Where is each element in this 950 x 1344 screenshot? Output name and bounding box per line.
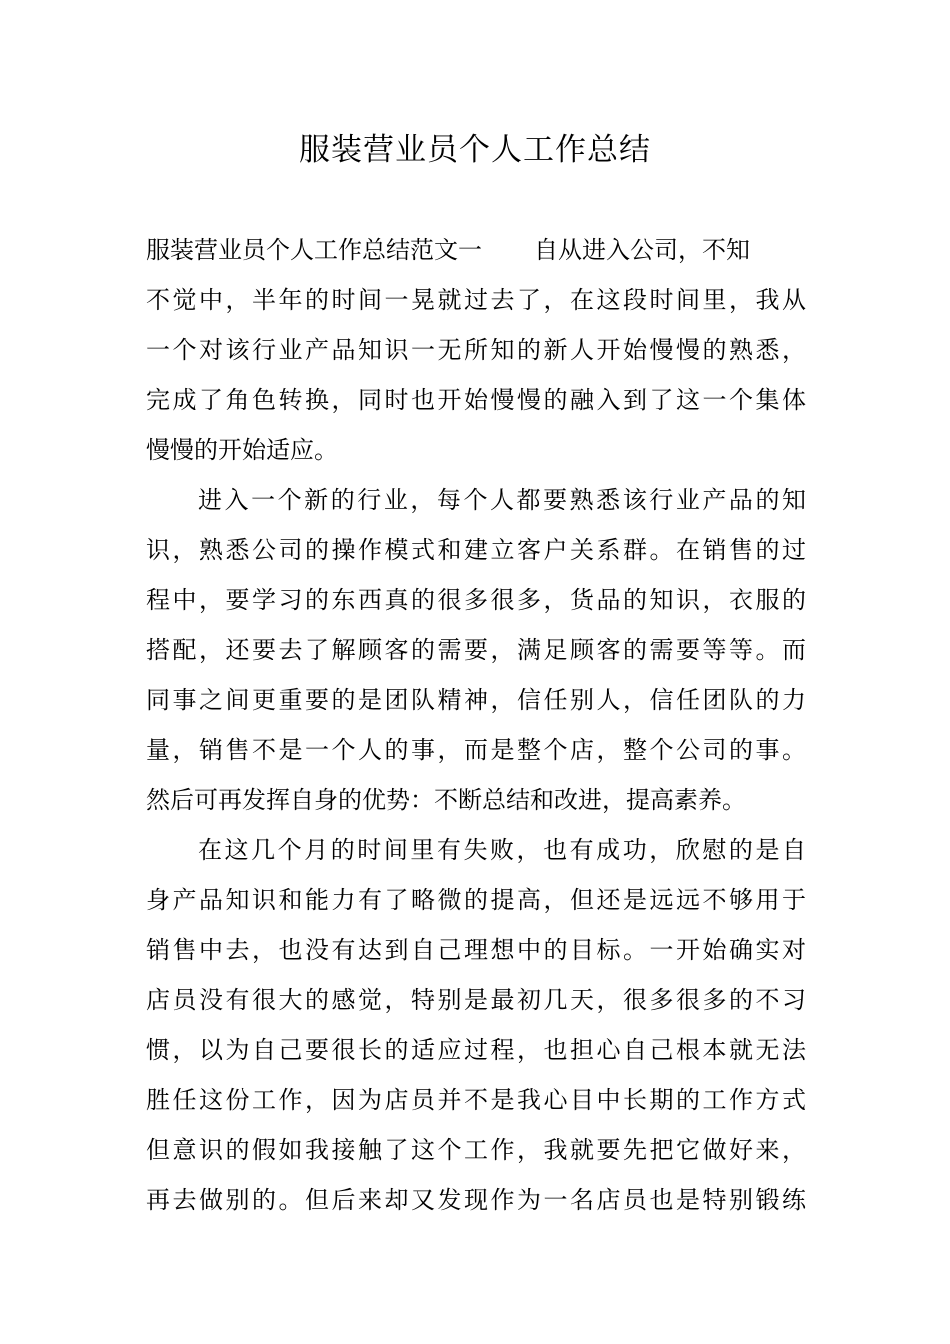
body-line-1 bbox=[146, 228, 806, 278]
body-line-18: 胜任这份工作，因为店员并不是我心目中长期的工作方式 bbox=[146, 1086, 806, 1114]
document-title: 服装营业员个人工作总结 bbox=[299, 132, 651, 168]
document-body bbox=[146, 228, 806, 1228]
body-line-9: 搭配，还要去了解顾客的需要，满足顾客的需要等等。而 bbox=[146, 636, 806, 664]
body-line-11: 量，销售不是一个人的事，而是整个店，整个公司的事。 bbox=[146, 736, 806, 764]
body-line-2: 不觉中，半年的时间一晃就过去了，在这段时间里，我从 bbox=[146, 286, 806, 314]
body-line-10: 同事之间更重要的是团队精神，信任别人，信任团队的力 bbox=[146, 686, 806, 714]
body-line-5: 慢慢的开始适应。 bbox=[146, 436, 338, 464]
body-line-13: 在这几个月的时间里有失败，也有成功，欣慰的是自 bbox=[198, 836, 806, 864]
body-line-14: 身产品知识和能力有了略微的提高，但还是远远不够用于 bbox=[146, 886, 806, 914]
body-line-19: 但意识的假如我接触了这个工作，我就要先把它做好来， bbox=[146, 1136, 806, 1164]
body-line-15: 销售中去，也没有达到自己理想中的目标。一开始确实对 bbox=[146, 936, 806, 964]
body-line-16: 店员没有很大的感觉，特别是最初几天，很多很多的不习 bbox=[146, 986, 806, 1014]
body-line-4: 完成了角色转换，同时也开始慢慢的融入到了这一个集体 bbox=[146, 386, 806, 414]
body-line-12: 然后可再发挥自身的优势：不断总结和改进，提高素养。 bbox=[146, 786, 746, 814]
body-line-17: 惯，以为自己要很长的适应过程，也担心自己根本就无法 bbox=[146, 1036, 806, 1064]
body-line-3: 一个对该行业产品知识一无所知的新人开始慢慢的熟悉， bbox=[146, 336, 806, 364]
body-line-6: 进入一个新的行业，每个人都要熟悉该行业产品的知 bbox=[198, 486, 806, 514]
body-line-7: 识，熟悉公司的操作模式和建立客户关系群。在销售的过 bbox=[146, 536, 806, 564]
paragraph-start: 自从进入公司，不知 bbox=[534, 236, 750, 264]
section-heading: 服装营业员个人工作总结范文一 bbox=[146, 236, 482, 264]
body-line-8: 程中，要学习的东西真的很多很多，货品的知识，衣服的 bbox=[146, 586, 806, 614]
body-line-20: 再去做别的。但后来却又发现作为一名店员也是特别锻练 bbox=[146, 1186, 806, 1214]
